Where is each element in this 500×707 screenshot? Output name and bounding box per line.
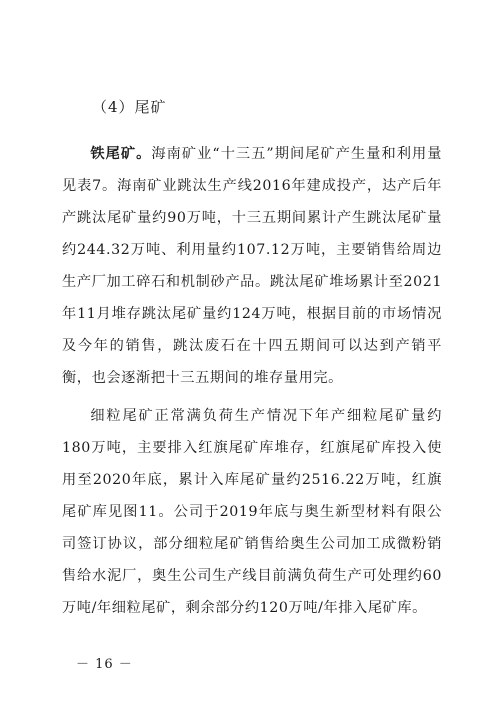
paragraph-lead: 铁尾矿。 bbox=[90, 146, 152, 162]
paragraph-text: 细粒尾矿正常满负荷生产情况下年产细粒尾矿量约180万吨，主要排入红旗尾矿库堆存，红旗尾矿库投入使用至2020年底，累计入库尾矿量约2516.22万吨，红旗尾矿库见图11。公司于2019年底与奥生新型材料有限公司签订协议，部分细粒尾矿销售给奥生公司加工成微粉销售给水泥厂，奥生公司生产线目前满负荷生产可处理约60万吨/年细粒尾矿，剩余部分约120万吨/年排入尾矿库。 bbox=[62, 408, 442, 616]
section-heading: （4）尾矿 bbox=[92, 98, 167, 116]
page-number: － 16 － bbox=[76, 657, 133, 672]
paragraph-text: 海南矿业“十三五”期间尾矿产生量和利用量见表7。海南矿业跳汰生产线2016年建成投产，达产后年产跳汰尾矿量约90万吨，十三五期间累计产生跳汰尾矿量约244.32万吨、利用量约107.12万吨，主要销售给周边生产厂加工碎石和机制砂产品。跳汰尾矿堆场累计至2021年11月堆存跳汰尾矿量约124万吨，根据目前的市场情况及今年的销售，跳汰废石在十四五期间可以达到产销平衡，也会逐渐把十三五期间的堆存量用完。 bbox=[62, 146, 442, 386]
paragraph-iron-tailings bbox=[62, 138, 442, 394]
paragraph-fine-tailings bbox=[62, 400, 442, 624]
